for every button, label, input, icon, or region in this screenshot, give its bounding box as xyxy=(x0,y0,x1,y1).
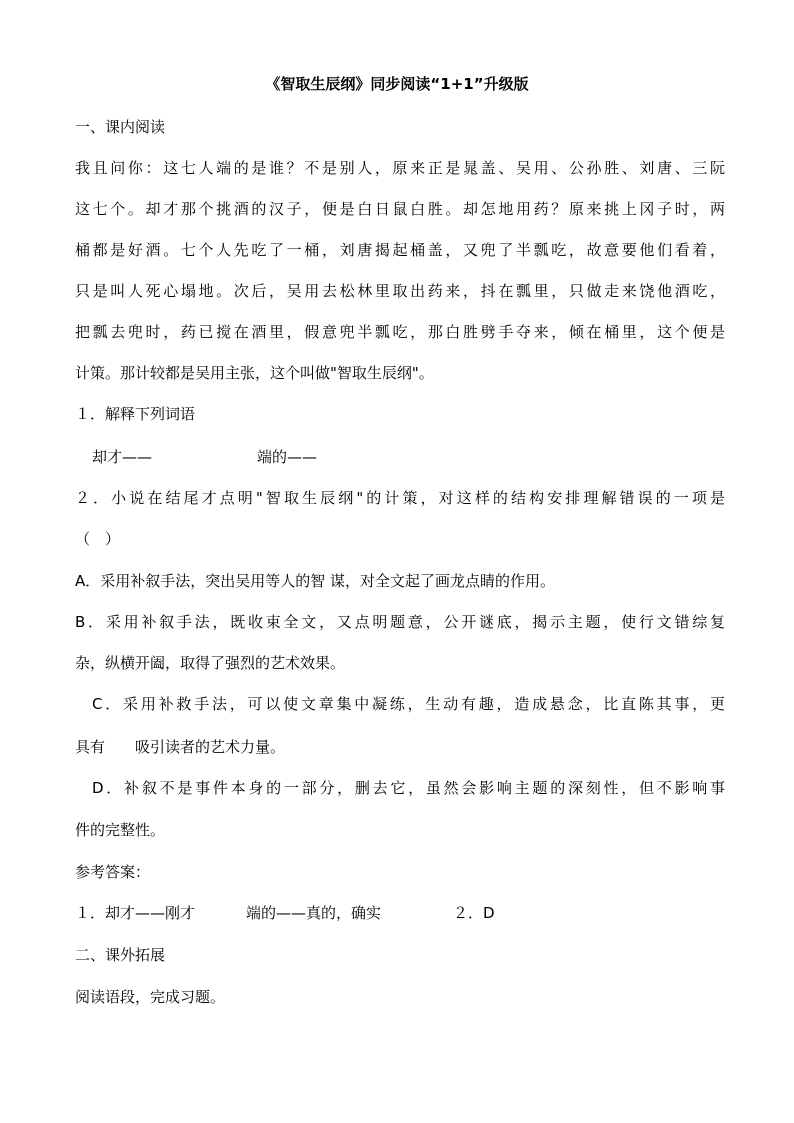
option-c-line-2: 具有 吸引读者的艺术力量。 xyxy=(75,738,286,756)
question-1-label: １．解释下列词语 xyxy=(75,405,196,423)
option-b-line-2: 杂，纵横开阖，取得了强烈的艺术效果。 xyxy=(75,654,346,672)
question-1-term-2: 端的—— xyxy=(257,448,318,466)
passage-line-1: 我且问你：这七人端的是谁？不是别人，原来正是晁盖、吴用、公孙胜、刘唐、三阮 xyxy=(75,159,725,177)
passage-line-6: 计策。那计较都是吴用主张，这个叫做"智取生辰纲"。 xyxy=(75,364,434,382)
answers-label: 参考答案： xyxy=(75,863,151,881)
question-1-term-1: 却才—— xyxy=(92,448,153,466)
option-d-line-2: 件的完整性。 xyxy=(75,821,166,839)
document-title: 《智取生辰纲》同步阅读“1+1”升级版 xyxy=(265,75,529,93)
section2-heading: 二、课外拓展 xyxy=(75,946,166,964)
passage-line-3: 桶都是好酒。七个人先吃了一桶，刘唐揭起桶盖，又兜了半瓢吃，故意要他们看着， xyxy=(75,241,725,259)
answer-1-term-2: 端的——真的，确实 xyxy=(246,904,382,922)
answer-1-term-1: １．却才——刚才 xyxy=(75,904,196,922)
option-b-line-1: B．采用补叙手法，既收束全文，又点明题意，公开谜底，揭示主题，使行文错综复 xyxy=(75,613,725,631)
section1-heading: 一、课内阅读 xyxy=(75,118,166,136)
section2-instruction: 阅读语段，完成习题。 xyxy=(75,988,226,1006)
answer-2: ２．D xyxy=(453,904,495,922)
passage-line-2: 这七个。却才那个挑酒的汉子，便是白日鼠白胜。却怎地用药？原来挑上冈子时，两 xyxy=(75,200,725,218)
option-d-line-1: D．补叙不是事件本身的一部分，删去它，虽然会影响主题的深刻性，但不影响事 xyxy=(92,779,725,797)
question-2-line-1: ２．小说在结尾才点明"智取生辰纲"的计策，对这样的结构安排理解错误的一项是 xyxy=(75,489,725,507)
passage-line-4: 只是叫人死心塌地。次后，吴用去松林里取出药来，抖在瓢里，只做走来饶他酒吃， xyxy=(75,282,725,300)
option-c-line-1: C．采用补救手法，可以使文章集中凝练，生动有趣，造成悬念，比直陈其事，更 xyxy=(92,695,725,713)
question-2-line-2: （ ） xyxy=(75,530,121,548)
option-a: A．采用补叙手法，突出吴用等人的智 谋，对全文起了画龙点睛的作用。 xyxy=(75,572,556,590)
passage-line-5: 把瓢去兜时，药已搅在酒里，假意兜半瓢吃，那白胜劈手夺来，倾在桶里，这个便是 xyxy=(75,323,725,341)
